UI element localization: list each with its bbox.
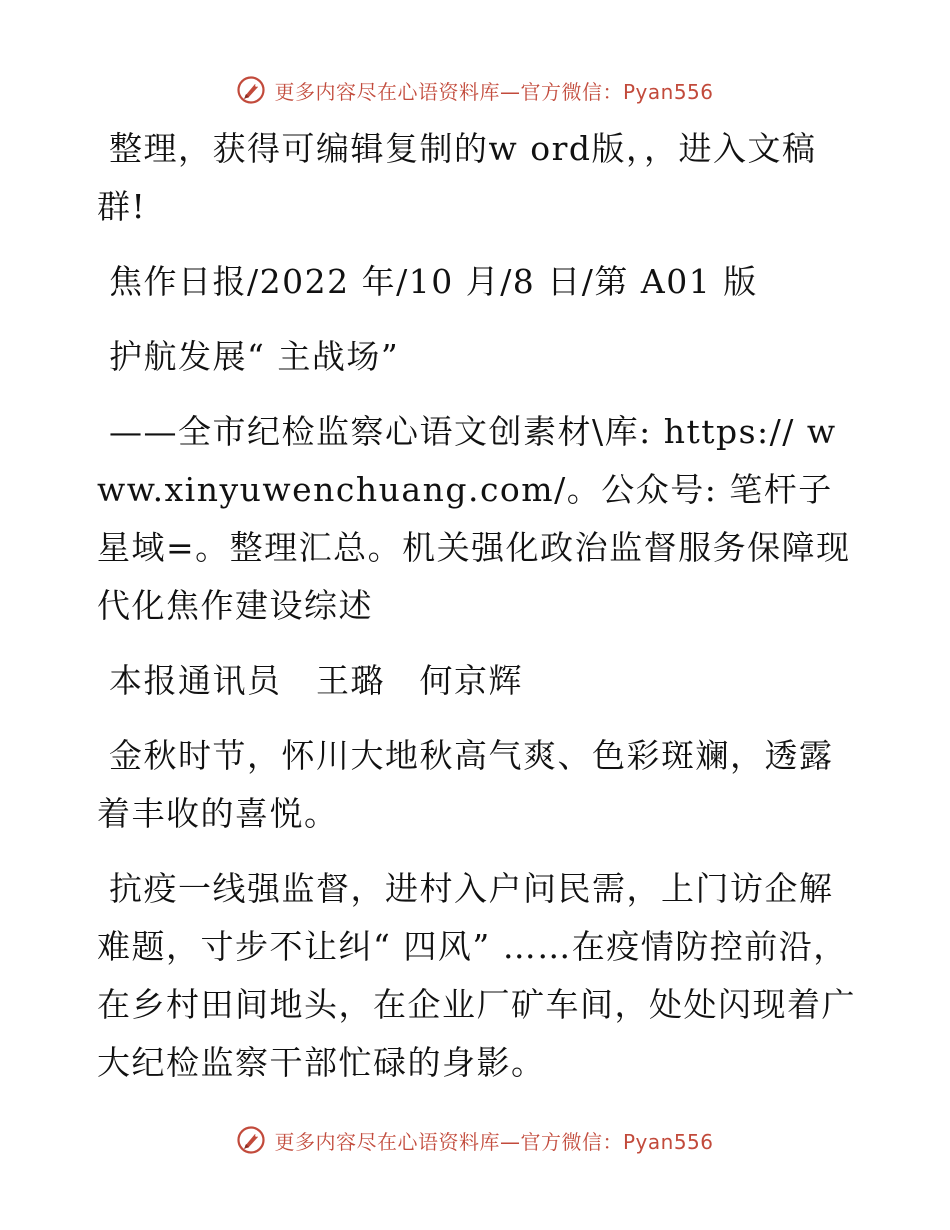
footer-watermark xyxy=(0,1120,950,1160)
watermark-channel: 官方微信： xyxy=(520,1129,623,1154)
fountain-pen-logo-icon xyxy=(236,75,266,105)
watermark-label: 更多内容尽在心语资料库 xyxy=(274,79,500,104)
document-body xyxy=(97,120,862,1109)
intro-paragraph: 整理，获得可编辑复制的w ord版，，进入文稿群! xyxy=(97,129,817,226)
watermark-dash: — xyxy=(499,1129,521,1154)
watermark-text xyxy=(274,76,713,105)
source-line: 焦作日报/2022 年/10 月/8 日/第 A01 版 xyxy=(109,262,758,301)
watermark-text xyxy=(274,1126,713,1155)
watermark-channel: 官方微信： xyxy=(520,79,623,104)
watermark-account: Pyan556 xyxy=(622,1129,714,1154)
body-paragraph-2: 抗疫一线强监督，进村入户问民需，上门访企解难题，寸步不让纠“ 四风” ……在疫情防控前沿，在乡村田间地头，在企业厂矿车间，处处闪现着广大纪检监察干部忙碌的身影。 xyxy=(97,869,856,1082)
watermark-account: Pyan556 xyxy=(622,79,714,104)
watermark-dash: — xyxy=(499,79,521,104)
fountain-pen-logo-icon xyxy=(236,1125,266,1155)
watermark-label: 更多内容尽在心语资料库 xyxy=(274,1129,500,1154)
header-watermark xyxy=(0,70,950,110)
article-subtitle: ——全市纪检监察心语文创素材\库: https:// www.xinyuwenchuang.com/。公众号: 笔杆子星域=。整理汇总。机关强化政治监督服务保障现代化焦作建设综述 xyxy=(97,412,851,625)
body-paragraph-1: 金秋时节，怀川大地秋高气爽、色彩斑斓，透露着丰收的喜悦。 xyxy=(97,736,834,833)
article-title: 护航发展“ 主战场” xyxy=(109,337,400,376)
byline: 本报通讯员 王璐 何京辉 xyxy=(109,661,523,700)
